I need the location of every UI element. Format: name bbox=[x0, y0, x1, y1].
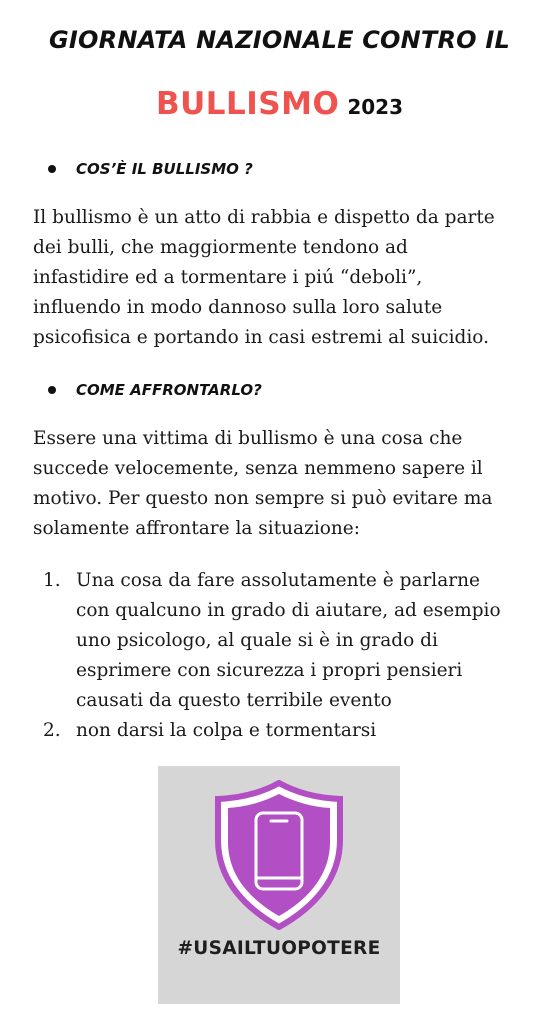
shield-smartphone-icon bbox=[213, 780, 345, 930]
subtitle-year: 2023 bbox=[347, 95, 404, 119]
section-heading-text: COME AFFRONTARLO? bbox=[76, 381, 262, 399]
list-item bbox=[43, 716, 501, 746]
list-item-number: 1. bbox=[43, 570, 61, 591]
advice-list bbox=[43, 566, 501, 746]
list-item-line: con qualcuno in grado di aiutare, ad esempio bbox=[76, 600, 501, 621]
section-heading-text: COS’È IL BULLISMO ? bbox=[76, 160, 253, 178]
list-item bbox=[43, 566, 501, 716]
section-heading-how-to-face-it bbox=[48, 381, 262, 399]
bullet-icon bbox=[48, 386, 56, 394]
paragraph-line: infastidire ed a tormentare i piú “deboli”, bbox=[33, 267, 423, 288]
list-item-line: uno psicologo, al quale si è in grado di bbox=[76, 630, 438, 651]
page-subtitle bbox=[0, 86, 559, 122]
section-paragraph-definition bbox=[33, 203, 533, 353]
list-item-line: Una cosa da fare assolutamente è parlarne bbox=[76, 570, 480, 591]
list-item-line: esprimere con sicurezza i propri pensieri bbox=[76, 660, 463, 681]
paragraph-line: dei bulli, che maggiormente tendono ad bbox=[33, 237, 408, 258]
list-item-line: non darsi la colpa e tormentarsi bbox=[76, 720, 377, 741]
paragraph-line: succede velocemente, senza nemmeno sapere il bbox=[33, 458, 483, 479]
paragraph-line: influendo in modo dannoso sulla loro salute bbox=[33, 297, 443, 318]
subtitle-main: BULLISMO bbox=[155, 86, 340, 122]
paragraph-line: motivo. Per questo non sempre si può evitare ma bbox=[33, 488, 493, 509]
page-title: GIORNATA NAZIONALE CONTRO IL bbox=[49, 26, 510, 54]
paragraph-line: solamente affrontare la situazione: bbox=[33, 518, 360, 539]
paragraph-line: psicofisica e portando in casi estremi al suicidio. bbox=[33, 327, 489, 348]
campaign-hashtag: #USAILTUOPOTERE bbox=[177, 938, 381, 959]
bullet-icon bbox=[48, 165, 56, 173]
list-item-line: causati da questo terribile evento bbox=[76, 690, 392, 711]
paragraph-line: Essere una vittima di bullismo è una cosa che bbox=[33, 428, 463, 449]
list-item-number: 2. bbox=[43, 720, 61, 741]
paragraph-line: Il bullismo è un atto di rabbia e dispetto da parte bbox=[33, 207, 495, 228]
campaign-badge bbox=[158, 766, 400, 1004]
section-paragraph-facing bbox=[33, 424, 533, 544]
section-heading-what-is-bullying bbox=[48, 160, 253, 178]
